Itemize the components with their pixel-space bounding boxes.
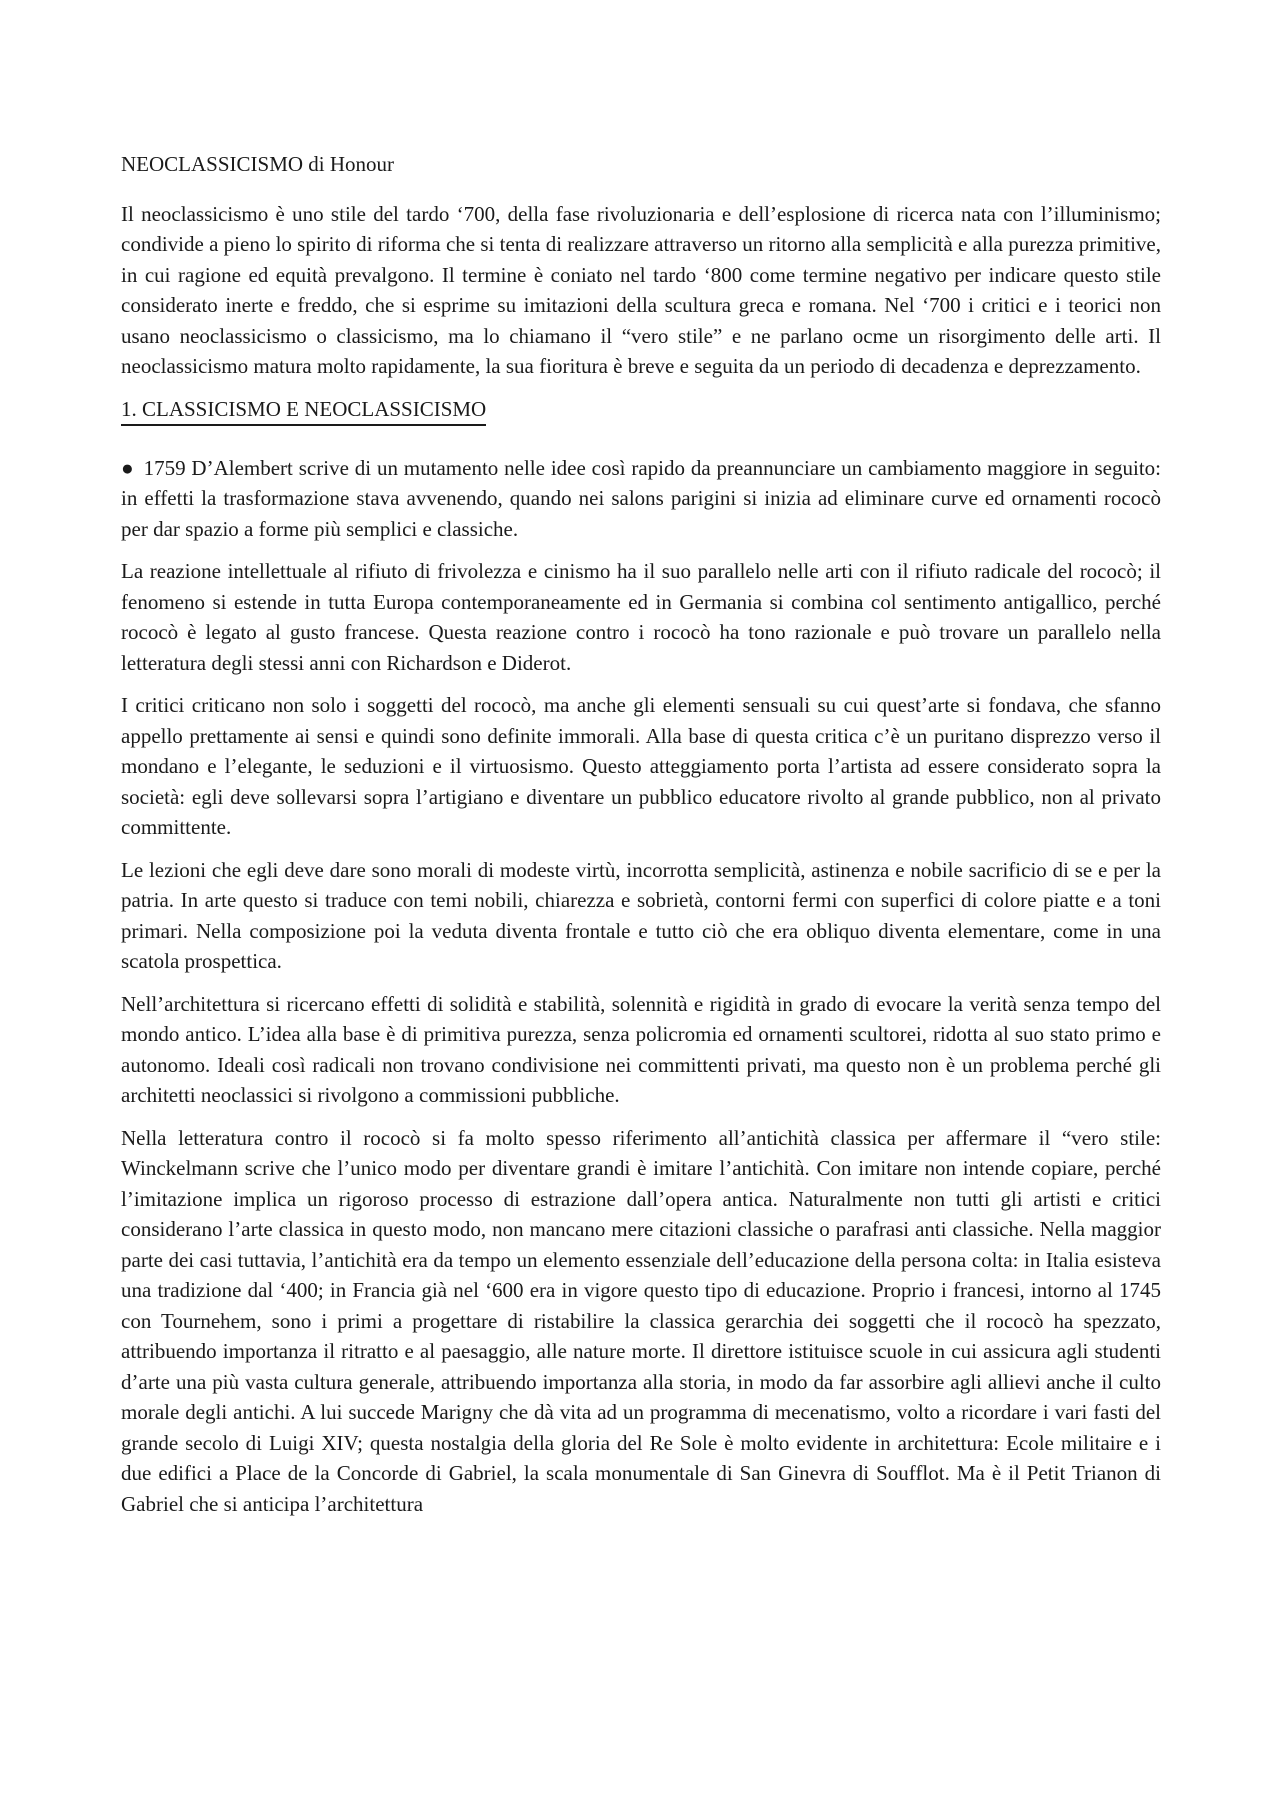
paragraph: Le lezioni che egli deve dare sono morali di modeste virtù, incorrotta semplicità, astinenza e nobile sacrificio di se e per la patria. In arte questo si traduce con temi nobili, chiarezza e sobrietà, contorni fermi con superfici di colore piatte e a toni primari. Nella composizione poi la veduta diventa frontale e tutto ciò che era obliquo diventa elementare, come in una scatola prospettica. — [121, 857, 1161, 973]
document-title: NEOCLASSICISMO di Honour — [121, 152, 395, 176]
paragraph: Nella letteratura contro il rococò si fa molto spesso riferimento all’antichità classica per affermare il “vero stile: Winckelmann scrive che l’unico modo per diventare grandi è imitare l’antichità. Con imitare non intende copiare, perché l’imitazione implica un rigoroso processo di estrazione dall’opera antica. Naturalmente non tutti gli artisti e critici considerano l’arte classica in questo modo, non mancano mere citazioni classiche o parafrasi anti classiche. Nella maggior parte dei casi tuttavia, l’antichità era da tempo un elemento essenziale dell’educazione della persona colta: in Italia esisteva una tradizione dal ‘400; in Francia già nel ‘600 era in vigore questo tipo di educazione. Proprio i francesi, intorno al 1745 con Tournehem, sono i primi a progettare di ristabilire la classica gerarchia dei soggetti che il rococò ha spezzato, attribuendo importanza il ritratto e al paesaggio, alle nature morte. Il direttore istituisce scuole in cui assicura agli studenti d’arte una più vasta cultura generale, attribuendo importanza alla storia, in modo da far assorbire agli allievi anche il culto morale degli antichi. A lui succede Marigny che dà vita ad un programma di mecenatismo, volto a ricordare i vari fasti del grande secolo di Luigi XIV; questa nostalgia della gloria del Re Sole è molto evidente in architettura: Ecole militaire e i due edifici a Place de la Concorde di Gabriel, la scala monumentale di San Ginevra di Soufflot. Ma è il Petit Trianon di Gabriel che si anticipa l’architettura — [121, 1125, 1161, 1516]
section-heading-wrapper — [121, 394, 1161, 441]
document-body — [121, 149, 1161, 1531]
paragraph: I critici criticano non solo i soggetti del rococò, ma anche gli elementi sensuali su cui quest’arte si fondava, che sfanno appello prettamente ai sensi e quindi sono definite immorali. Alla base di questa critica c’è un puritano disprezzo verso il mondano e l’elegante, le seduzioni e il virtuosismo. Questo atteggiamento porta l’artista ad essere considerato sopra la società: egli deve sollevarsi sopra l’artigiano e diventare un pubblico educatore rivolto al grande pubblico, non al privato committente. — [121, 693, 1161, 839]
bullet-text: 1759 D’Alembert scrive di un mutamento nelle idee così rapido da preannunciare un cambiamento maggiore in seguito: in effetti la trasformazione stava avvenendo, quando nei salons parigini si inizia ad eliminare curve ed ornamenti rococò per dar spazio a forme più semplici e classiche. — [121, 455, 1162, 541]
paragraph: Nell’architettura si ricercano effetti di solidità e stabilità, solennità e rigidità in grado di evocare la verità senza tempo del mondo antico. L’idea alla base è di primitiva purezza, senza policromia ed ornamenti scultorei, ridotta al suo stato primo e autonomo. Ideali così radicali non trovano condivisione nei committenti privati, ma questo non è un problema perché gli architetti neoclassici si rivolgono a commissioni pubbliche. — [121, 991, 1161, 1107]
section-heading: 1. CLASSICISMO E NEOCLASSICISMO — [121, 395, 486, 426]
intro-paragraph: Il neoclassicismo è uno stile del tardo ‘700, della fase rivoluzionaria e dell’esplosione di ricerca nata con l’illuminismo; condivide a pieno lo spirito di riforma che si tenta di realizzare attraverso un ritorno alla semplicità e alla purezza primitive, in cui ragione ed equità prevalgono. Il termine è coniato nel tardo ‘800 come termine negativo per indicare questo stile considerato inerte e freddo, che si esprime su imitazioni della scultura greca e romana. Nel ‘700 i critici e i teorici non usano neoclassicismo o classicismo, ma lo chiamano il “vero stile” e ne parlano ocme un risorgimento delle arti. Il neoclassicismo matura molto rapidamente, la sua fioritura è breve e seguita da un periodo di decadenza e deprezzamento. — [121, 201, 1161, 378]
bullet-icon: ● — [121, 455, 134, 480]
paragraph: La reazione intellettuale al rifiuto di frivolezza e cinismo ha il suo parallelo nelle arti con il rifiuto radicale del rococò; il fenomeno si estende in tutta Europa contemporaneamente ed in Germania si combina col sentimento antigallico, perché rococò è legato al gusto francese. Questa reazione contro i rococò ha tono razionale e può trovare un parallelo nella letteratura degli stessi anni con Richardson e Diderot. — [121, 559, 1161, 675]
bullet-paragraph — [121, 453, 1161, 545]
